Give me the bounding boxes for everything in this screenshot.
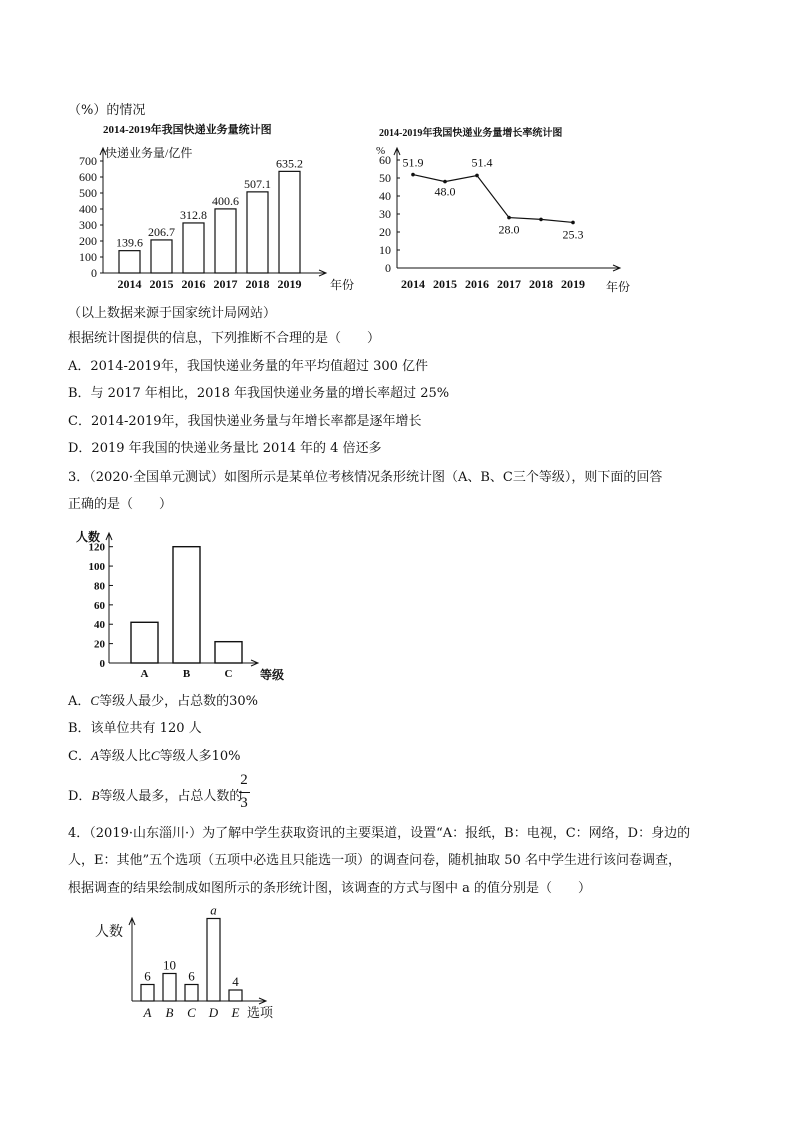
chart4-bar [185,985,198,1002]
chart2-data-label: 51.9 [402,155,424,170]
chart2-x-tick-label: 2017 [497,277,521,291]
chart1-y-tick-label: 200 [79,234,97,248]
chart4-data-label: 6 [188,968,195,984]
chart1-y-tick-label: 100 [79,250,97,264]
chart1-data-label: 206.7 [148,224,175,239]
chart2-y-tick-label: 30 [379,207,391,221]
q2-source: （以上数据来源于国家统计局网站） [68,306,277,321]
chart4-data-label: a [210,902,217,918]
q2-option-b: B．与 2017 年相比，2018 年我国快递业务量的增长率超过 25% [68,386,450,401]
chart3-y-tick-label: 80 [94,580,105,593]
q3-stem-line2: 正确的是（ ） [68,497,173,512]
q3-stem-line1: 3．（2020·全国单元测试）如图所示是某单位考核情况条形统计图（A、B、C三个等级），则下面的回答 [68,470,663,485]
chart4-x-tick-label: D [208,1005,219,1020]
chart4-bar [229,990,242,1001]
chart2-x-tick-label: 2016 [465,277,489,291]
chart1-y-tick-label: 400 [79,202,97,216]
chart1-x-tick-label: 2016 [181,277,206,291]
chart2-y-tick-label: 10 [379,243,391,257]
chart2-x-tick-label: 2019 [561,277,585,291]
chart3-y-tick-label: 0 [99,658,105,670]
chart3-y-tick-label: 20 [94,638,105,651]
chart2-xlabel: 年份 [606,280,631,294]
chart1-y-tick-label: 500 [79,186,97,200]
chart3-x-tick-label: C [224,668,233,680]
chart2-data-label: 28.0 [498,222,520,237]
chart3-ylabel: 人数 [76,530,101,544]
q2-stem: 根据统计图提供的信息，下列推断不合理的是（ ） [68,331,381,346]
chart1-data-label: 400.6 [212,193,239,208]
chart2-y-tick-label: 20 [379,225,391,239]
chart2-y-tick-label: 50 [379,171,391,185]
chart2-y-tick-label: 60 [379,153,391,167]
chart1-x-tick-label: 2017 [213,277,238,291]
chart2-y-tick-label: 0 [385,261,391,275]
chart4-x-tick-label: C [187,1005,196,1020]
chart3-y-tick-label: 40 [94,619,105,632]
chart3-x-tick-label: B [182,668,191,680]
fraction-denominator: 3 [240,795,248,811]
chart2-data-label: 48.0 [434,184,456,199]
q4-stem-line3: 根据调查的结果绘制成如图所示的条形统计图，该调查的方式与图中 a 的值分别是（ ） [68,881,592,896]
chart2-y-tick-label: 40 [379,189,391,203]
chart2-title: 2014-2019年我国快递业务量增长率统计图 [379,128,563,139]
chart2-x-tick-label: 2014 [401,277,425,291]
chart1-x-tick-label: 2015 [149,277,174,291]
chart1-xlabel: 年份 [330,278,355,292]
q3-option-c: C．A等级人比C等级人多10% [68,748,241,764]
chart3-y-tick-label: 100 [88,561,105,574]
fraction-numerator: 2 [240,772,248,788]
q2-option-c: C．2014-2019年，我国快递业务量与年增长率都是逐年增长 [68,414,422,429]
chart1-y-tick-label: 300 [79,218,97,232]
chart1-y-tick-label: 0 [91,266,97,280]
chart1-title: 2014-2019年我国快递业务量统计图 [103,124,272,136]
chart3-y-tick-label: 120 [88,541,105,554]
chart4-bar [141,985,154,1002]
chart4-x-tick-label: E [231,1005,240,1020]
chart1-y-tick-label: 700 [79,154,97,168]
chart4-x-tick-label: A [143,1005,152,1020]
chart4-bar [163,974,176,1002]
q3-option-d: D．B等级人最多，占总人数的 [68,788,243,804]
chart1-data-label: 507.1 [244,176,271,191]
chart1-data-label: 139.6 [116,235,143,250]
chart3-xlabel: 等级 [260,668,285,682]
q2-option-d: D．2019 年我国的快递业务量比 2014 年的 4 倍还多 [68,441,382,456]
chart4-xlabel: 选项 [247,1005,274,1020]
chart4-x-tick-label: B [165,1005,174,1020]
chart1-y-tick-label: 600 [79,170,97,184]
chart1-x-tick-label: 2014 [117,277,142,291]
q4-stem-line1: 4．（2019·山东淄川·）为了解中学生获取资讯的主要渠道，设置“A：报纸，B：电视，C：网络，D：身边的 [68,826,691,841]
chart4-ylabel: 人数 [95,925,123,940]
chart1-x-tick-label: 2019 [277,277,302,291]
q3-option-b: B．该单位共有 120 人 [68,721,202,736]
chart4-bar [207,919,220,1002]
chart3-x-tick-label: A [140,668,149,680]
chart1-data-label: 635.2 [276,156,303,171]
chart2-data-label: 25.3 [562,227,584,242]
chart2-ylabel: % [376,145,386,157]
chart2-x-tick-label: 2015 [433,277,457,291]
chart4-data-label: 6 [144,968,151,984]
chart1-ylabel: 快递业务量/亿件 [105,146,193,160]
chart3-y-tick-label: 60 [94,599,105,612]
q2-option-a: A．2014-2019年，我国快递业务量的年平均值超过 300 亿件 [68,359,429,374]
q3-option-a: A．C等级人最少，占总数的30% [68,693,258,709]
chart1-x-tick-label: 2018 [245,277,270,291]
q4-stem-line2: 人，E：其他”五个选项（五项中必选且只能选一项）的调查问卷，随机抽取 50 名中学生进行该问卷调查， [68,853,681,868]
q2-heading-tail: （%）的情况 [68,103,146,118]
chart2-data-label: 51.4 [471,155,493,170]
chart2-x-tick-label: 2018 [529,277,553,291]
chart4-data-label: 10 [163,957,176,973]
chart4-data-label: 4 [232,974,239,989]
chart1-data-label: 312.8 [180,207,207,222]
